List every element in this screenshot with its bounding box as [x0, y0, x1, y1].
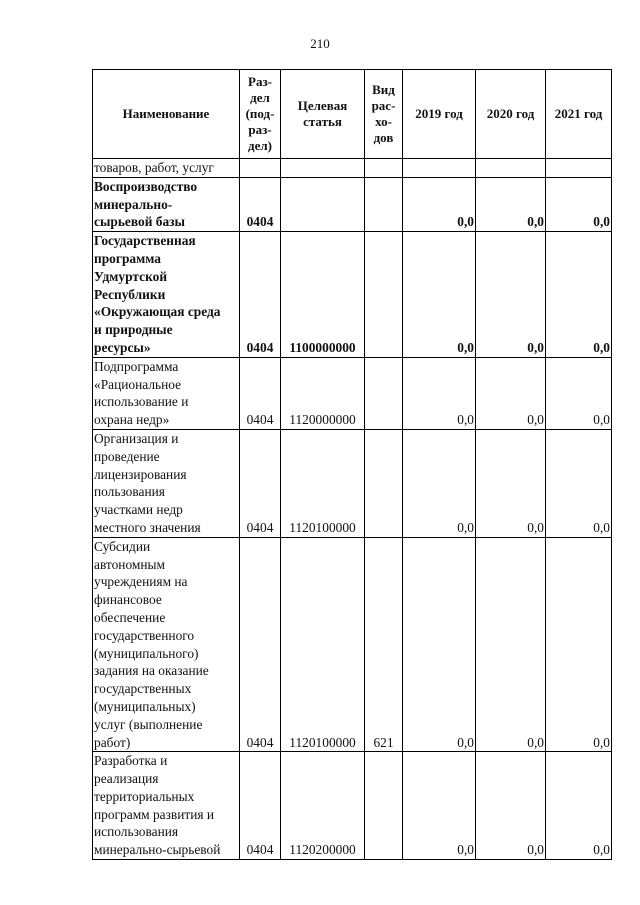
table-row [93, 177, 612, 231]
table-row [93, 537, 612, 752]
table-row [93, 357, 612, 429]
row-target [281, 177, 365, 231]
row-2021: 0,0 [546, 232, 612, 358]
row-section: 0404 [240, 357, 281, 429]
row-2021: 0,0 [546, 357, 612, 429]
row-target: 1120100000 [281, 429, 365, 537]
row-type: 621 [365, 537, 403, 752]
table-row [93, 159, 612, 178]
header-section: Раз- дел (под- раз- дел) [240, 70, 281, 159]
row-section [240, 159, 281, 178]
row-2021: 0,0 [546, 537, 612, 752]
row-2020: 0,0 [476, 752, 546, 860]
row-2021: 0,0 [546, 429, 612, 537]
row-name: Организация и проведение лицензирования пользования участками недр местного значения [93, 429, 240, 537]
row-target: 1120200000 [281, 752, 365, 860]
row-section: 0404 [240, 537, 281, 752]
row-target: 1120000000 [281, 357, 365, 429]
row-name: Субсидии автономным учреждениям на финансовое обеспечение государственного (муниципального) задания на оказание государственных (муниципальных) услуг (выполнение работ) [93, 537, 240, 752]
row-target [281, 159, 365, 178]
row-2019 [403, 159, 476, 178]
row-2019: 0,0 [403, 357, 476, 429]
row-section: 0404 [240, 429, 281, 537]
row-type [365, 752, 403, 860]
table-row [93, 752, 612, 860]
header-type: Вид рас- хо- дов [365, 70, 403, 159]
row-2020: 0,0 [476, 537, 546, 752]
page-number: 210 [310, 36, 330, 51]
row-name: Разработка и реализация территориальных программ развития и использования минерально-сырьевой [93, 752, 240, 860]
row-target: 1120100000 [281, 537, 365, 752]
table-row [93, 232, 612, 358]
header-2021: 2021 год [546, 70, 612, 159]
row-2020: 0,0 [476, 177, 546, 231]
row-type [365, 232, 403, 358]
row-2019: 0,0 [403, 232, 476, 358]
header-row [93, 70, 612, 159]
row-2021: 0,0 [546, 177, 612, 231]
row-2019: 0,0 [403, 429, 476, 537]
row-type [365, 159, 403, 178]
header-name: Наименование [93, 70, 240, 159]
row-2019: 0,0 [403, 177, 476, 231]
row-name: Воспроизводство минерально- сырьевой базы [93, 177, 240, 231]
row-name: Государственная программа Удмуртской Республики «Окружающая среда и природные ресурсы» [93, 232, 240, 358]
row-section: 0404 [240, 752, 281, 860]
row-type [365, 357, 403, 429]
header-2019: 2019 год [403, 70, 476, 159]
row-2020: 0,0 [476, 232, 546, 358]
row-type [365, 429, 403, 537]
row-2020: 0,0 [476, 357, 546, 429]
row-name: Подпрограмма «Рациональное использование и охрана недр» [93, 357, 240, 429]
row-type [365, 177, 403, 231]
table-row [93, 429, 612, 537]
header-target: Целевая статья [281, 70, 365, 159]
header-2020: 2020 год [476, 70, 546, 159]
row-2020 [476, 159, 546, 178]
row-2021: 0,0 [546, 752, 612, 860]
row-section: 0404 [240, 177, 281, 231]
budget-table [92, 69, 612, 860]
row-section: 0404 [240, 232, 281, 358]
row-2021 [546, 159, 612, 178]
row-target: 1100000000 [281, 232, 365, 358]
row-name: товаров, работ, услуг [93, 159, 240, 178]
row-2019: 0,0 [403, 752, 476, 860]
row-2020: 0,0 [476, 429, 546, 537]
row-2019: 0,0 [403, 537, 476, 752]
